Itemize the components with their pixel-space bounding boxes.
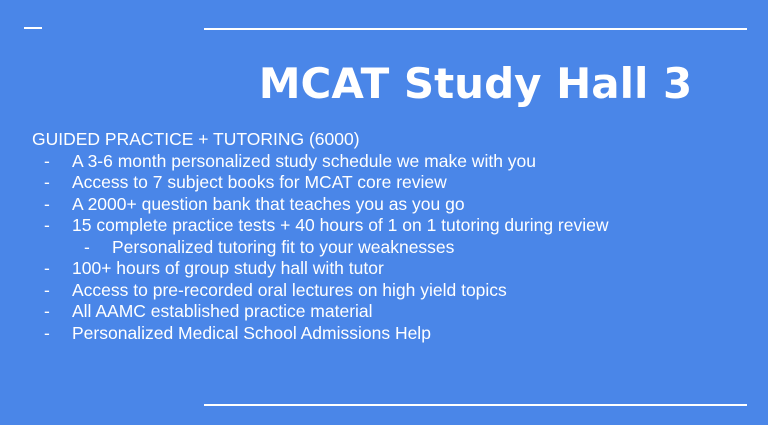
list-item-text: Access to pre-recorded oral lectures on high yield topics bbox=[72, 279, 507, 300]
top-rule bbox=[204, 28, 747, 30]
list-item bbox=[32, 280, 752, 302]
bullet-dash: - bbox=[44, 279, 50, 300]
list-item bbox=[32, 172, 752, 194]
top-left-accent-rule bbox=[24, 27, 42, 29]
bottom-rule bbox=[204, 404, 747, 406]
list-item-text: A 3-6 month personalized study schedule we make with you bbox=[72, 150, 537, 171]
list-item-text: Personalized Medical School Admissions Help bbox=[72, 322, 431, 343]
list-item bbox=[32, 151, 752, 173]
bullet-dash: - bbox=[44, 150, 50, 171]
bullet-dash: - bbox=[44, 193, 50, 214]
list-item bbox=[32, 323, 752, 345]
list-item bbox=[32, 194, 752, 216]
list-item-text: 15 complete practice tests + 40 hours of 1 on 1 tutoring during review bbox=[72, 215, 609, 235]
list-item-text: All AAMC established practice material bbox=[72, 301, 373, 321]
bullet-dash: - bbox=[44, 215, 50, 235]
slide-title: MCAT Study Hall 3 bbox=[258, 59, 693, 108]
list-item-text: A 2000+ question bank that teaches you as you go bbox=[72, 193, 465, 214]
sub-list-item bbox=[32, 237, 752, 259]
bullet-dash: - bbox=[44, 322, 50, 343]
list-item bbox=[32, 258, 752, 280]
bullet-dash: - bbox=[84, 236, 90, 257]
bullet-dash: - bbox=[44, 301, 50, 321]
slide-body bbox=[32, 129, 752, 344]
list-item bbox=[32, 215, 752, 237]
bullet-dash: - bbox=[44, 258, 50, 278]
list-item bbox=[32, 301, 752, 323]
section-heading: GUIDED PRACTICE + TUTORING (6000) bbox=[32, 129, 360, 149]
bullet-list bbox=[32, 151, 752, 345]
bullet-dash: - bbox=[44, 172, 50, 192]
list-item-text: Access to 7 subject books for MCAT core review bbox=[72, 172, 447, 192]
list-item-text: Personalized tutoring fit to your weaknesses bbox=[112, 236, 455, 257]
list-item-text: 100+ hours of group study hall with tutor bbox=[72, 258, 384, 278]
